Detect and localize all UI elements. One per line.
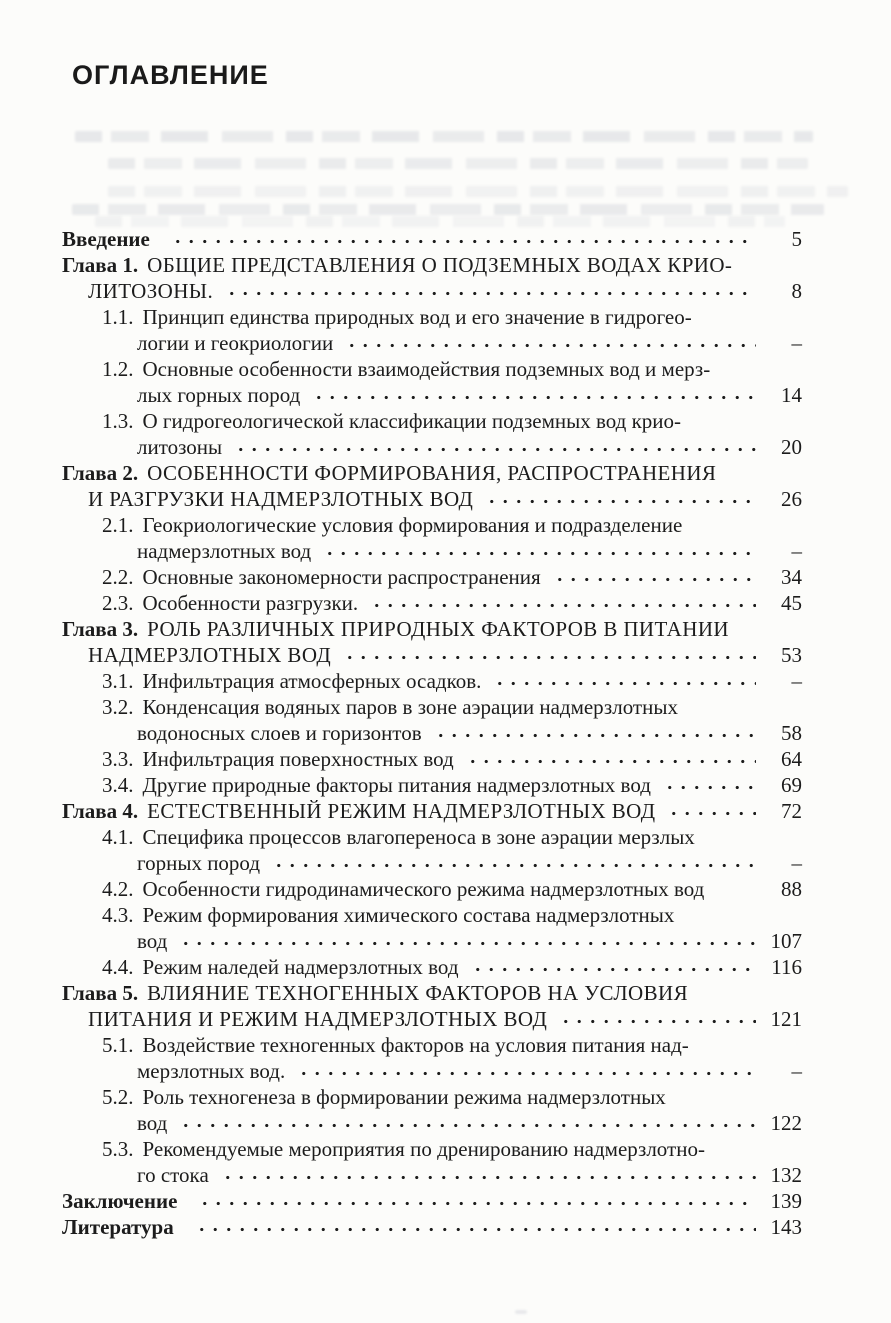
toc-line bbox=[62, 512, 802, 538]
dot-leader bbox=[461, 757, 756, 766]
toc-entry-text: лых горных пород bbox=[137, 383, 301, 407]
toc-entry bbox=[62, 226, 802, 252]
toc-entry-prefix: 4.3. bbox=[102, 903, 134, 927]
toc-line bbox=[62, 538, 802, 564]
page-number: 64 bbox=[781, 747, 802, 771]
dot-leader bbox=[548, 575, 756, 584]
page-number: 143 bbox=[770, 1215, 802, 1239]
toc-line bbox=[62, 772, 802, 798]
toc-entry-text: Режим наледей надмерзлотных вод bbox=[142, 955, 459, 979]
toc-entry-text: НАДМЕРЗЛОТНЫХ ВОД bbox=[88, 643, 332, 667]
dot-leader bbox=[216, 1173, 756, 1182]
toc-line bbox=[62, 304, 802, 330]
toc-entry-prefix: 5.3. bbox=[102, 1137, 134, 1161]
toc-entry bbox=[62, 876, 802, 902]
toc-line bbox=[62, 408, 802, 434]
dot-leader bbox=[554, 1017, 756, 1026]
dot-leader bbox=[480, 497, 756, 506]
toc-entry-text: Особенности гидродинамического режима надмерзлотных вод bbox=[142, 877, 705, 901]
toc-line bbox=[62, 226, 802, 252]
toc-entry-prefix: 5.2. bbox=[102, 1085, 134, 1109]
toc-entry bbox=[62, 1214, 802, 1240]
dot-leader bbox=[307, 393, 756, 402]
page-number: – bbox=[791, 669, 802, 693]
toc-entry-text: Геокриологические условия формирования и подразделение bbox=[142, 513, 683, 537]
bleed-through-line bbox=[75, 131, 813, 142]
dot-leader bbox=[340, 341, 756, 350]
toc-entry-text: И РАЗГРУЗКИ НАДМЕРЗЛОТНЫХ ВОД bbox=[88, 487, 474, 511]
toc-line bbox=[62, 434, 802, 460]
page-number: 69 bbox=[781, 773, 802, 797]
toc-entry bbox=[62, 798, 802, 824]
toc-entry bbox=[62, 746, 802, 772]
dot-leader bbox=[292, 1069, 756, 1078]
toc-line bbox=[62, 980, 802, 1006]
dot-leader bbox=[193, 1199, 756, 1208]
dot-leader bbox=[658, 783, 756, 792]
toc-entry-text: Роль техногенеза в формировании режима надмерзлотных bbox=[142, 1085, 666, 1109]
toc-entry bbox=[62, 616, 802, 668]
page-title: ОГЛАВЛЕНИЕ bbox=[72, 60, 269, 90]
toc-entry-prefix: 3.2. bbox=[102, 695, 134, 719]
page-number: 34 bbox=[781, 565, 802, 589]
toc-entry-prefix: Глава 3. bbox=[62, 617, 139, 641]
dot-leader bbox=[429, 731, 756, 740]
page-number: – bbox=[791, 851, 802, 875]
toc-entry-prefix: 1.3. bbox=[102, 409, 134, 433]
toc-entry-text: ОБЩИЕ ПРЕДСТАВЛЕНИЯ О ПОДЗЕМНЫХ ВОДАХ КРИО- bbox=[147, 253, 733, 277]
dot-leader bbox=[318, 549, 756, 558]
page-number: 121 bbox=[770, 1007, 802, 1031]
toc-entry-text: Режим формирования химического состава надмерзлотных bbox=[142, 903, 675, 927]
toc-entry-prefix: 4.4. bbox=[102, 955, 134, 979]
toc-entry-text: Основные закономерности распространения bbox=[142, 565, 541, 589]
toc-entry-prefix: Глава 5. bbox=[62, 981, 139, 1005]
toc-entry-prefix: Введение bbox=[62, 227, 150, 251]
toc-entry-text: Рекомендуемые мероприятия по дренированию надмерзлотно- bbox=[142, 1137, 705, 1161]
toc-entry-text: ЛИТОЗОНЫ. bbox=[88, 279, 214, 303]
toc-entry-prefix: Заключение bbox=[62, 1189, 178, 1213]
toc-line bbox=[62, 1188, 802, 1214]
toc-line bbox=[62, 382, 802, 408]
toc-line bbox=[62, 486, 802, 512]
toc-line bbox=[62, 590, 802, 616]
toc-line bbox=[62, 330, 802, 356]
toc-entry-prefix: Литература bbox=[62, 1215, 174, 1239]
page-number: 122 bbox=[770, 1111, 802, 1135]
page-number: 45 bbox=[781, 591, 802, 615]
toc-entry-text: ЕСТЕСТВЕННЫЙ РЕЖИМ НАДМЕРЗЛОТНЫХ ВОД bbox=[147, 799, 656, 823]
toc-line bbox=[62, 616, 802, 642]
dot-leader bbox=[229, 445, 756, 454]
page-number: 58 bbox=[781, 721, 802, 745]
bleed-through-line bbox=[108, 158, 808, 169]
toc-entry-text: Принцип единства природных вод и его значение в гидрогео- bbox=[142, 305, 692, 329]
toc-entry-text: надмерзлотных вод bbox=[137, 539, 312, 563]
toc-entry-text: ВЛИЯНИЕ ТЕХНОГЕННЫХ ФАКТОРОВ НА УСЛОВИЯ bbox=[147, 981, 688, 1005]
page-number: 8 bbox=[791, 279, 802, 303]
toc-line bbox=[62, 1006, 802, 1032]
toc-entry-text: Инфильтрация атмосферных осадков. bbox=[142, 669, 482, 693]
toc-line bbox=[62, 928, 802, 954]
toc-entry-prefix: Глава 4. bbox=[62, 799, 139, 823]
toc-line bbox=[62, 824, 802, 850]
dot-leader bbox=[338, 653, 756, 662]
toc-line bbox=[62, 1136, 802, 1162]
toc-line bbox=[62, 1110, 802, 1136]
toc-entry bbox=[62, 1136, 802, 1188]
toc-entry bbox=[62, 980, 802, 1032]
toc-line bbox=[62, 668, 802, 694]
toc-entry-text: вод bbox=[137, 1111, 168, 1135]
toc-entry bbox=[62, 512, 802, 564]
toc-entry bbox=[62, 694, 802, 746]
toc-line bbox=[62, 642, 802, 668]
toc-entry-text: мерзлотных вод. bbox=[137, 1059, 286, 1083]
toc-line bbox=[62, 356, 802, 382]
toc-entry bbox=[62, 408, 802, 460]
toc-entry-text: РОЛЬ РАЗЛИЧНЫХ ПРИРОДНЫХ ФАКТОРОВ В ПИТАНИИ bbox=[147, 617, 729, 641]
toc-line bbox=[62, 564, 802, 590]
dot-leader bbox=[488, 679, 756, 688]
page-number: 26 bbox=[781, 487, 802, 511]
toc-entry-text: ПИТАНИЯ И РЕЖИМ НАДМЕРЗЛОТНЫХ ВОД bbox=[88, 1007, 548, 1031]
page-number: 14 bbox=[781, 383, 802, 407]
toc-entry bbox=[62, 772, 802, 798]
toc-entry-text: литозоны bbox=[137, 435, 223, 459]
toc-entry bbox=[62, 1032, 802, 1084]
toc-line bbox=[62, 798, 802, 824]
page-number: 107 bbox=[770, 929, 802, 953]
dot-leader bbox=[711, 887, 756, 896]
toc-entry-prefix: 3.4. bbox=[102, 773, 134, 797]
toc-line bbox=[62, 746, 802, 772]
toc-line bbox=[62, 1162, 802, 1188]
toc-entry-prefix: 2.2. bbox=[102, 565, 134, 589]
toc-line bbox=[62, 1214, 802, 1240]
toc-entry-text: Инфильтрация поверхностных вод bbox=[142, 747, 454, 771]
toc-entry-prefix: Глава 1. bbox=[62, 253, 139, 277]
toc-entry-text: водоносных слоев и горизонтов bbox=[137, 721, 422, 745]
bleed-through-line bbox=[108, 186, 848, 197]
bleed-through-line bbox=[72, 204, 824, 215]
dot-leader bbox=[174, 939, 756, 948]
toc-entry bbox=[62, 902, 802, 954]
toc-entry-text: логии и геокриологии bbox=[137, 331, 334, 355]
table-of-contents bbox=[62, 226, 802, 1240]
toc-entry-text: Специфика процессов влагопереноса в зоне аэрации мерзлых bbox=[142, 825, 695, 849]
toc-line bbox=[62, 954, 802, 980]
toc-entry bbox=[62, 954, 802, 980]
dot-leader bbox=[365, 601, 756, 610]
dot-leader bbox=[174, 1121, 756, 1130]
toc-entry-text: го стока bbox=[137, 1163, 209, 1187]
page-number: – bbox=[791, 539, 802, 563]
toc-line bbox=[62, 252, 802, 278]
toc-entry bbox=[62, 304, 802, 356]
scan-speck bbox=[515, 1310, 527, 1314]
dot-leader bbox=[466, 965, 756, 974]
toc-entry-text: ОСОБЕННОСТИ ФОРМИРОВАНИЯ, РАСПРОСТРАНЕНИЯ bbox=[147, 461, 717, 485]
toc-entry-prefix: 1.2. bbox=[102, 357, 134, 381]
toc-entry bbox=[62, 590, 802, 616]
toc-entry-text: Воздействие техногенных факторов на условия питания над- bbox=[142, 1033, 689, 1057]
dot-leader bbox=[166, 237, 756, 246]
page-number: 132 bbox=[770, 1163, 802, 1187]
page-number: 53 bbox=[781, 643, 802, 667]
toc-entry-text: горных пород bbox=[137, 851, 261, 875]
toc-entry-prefix: 3.1. bbox=[102, 669, 134, 693]
page-number: 5 bbox=[791, 227, 802, 251]
toc-entry-text: Основные особенности взаимодействия подземных вод и мерз- bbox=[142, 357, 711, 381]
toc-entry-prefix: 1.1. bbox=[102, 305, 134, 329]
toc-entry-prefix: 2.3. bbox=[102, 591, 134, 615]
toc-entry bbox=[62, 564, 802, 590]
toc-entry-prefix: 4.1. bbox=[102, 825, 134, 849]
toc-entry-text: вод bbox=[137, 929, 168, 953]
toc-line bbox=[62, 902, 802, 928]
toc-line bbox=[62, 1084, 802, 1110]
toc-line bbox=[62, 1058, 802, 1084]
toc-entry bbox=[62, 356, 802, 408]
page-number: – bbox=[791, 331, 802, 355]
toc-entry bbox=[62, 460, 802, 512]
page-number: 116 bbox=[771, 955, 802, 979]
dot-leader bbox=[662, 809, 756, 818]
toc-entry-prefix: 3.3. bbox=[102, 747, 134, 771]
toc-entry-text: О гидрогеологической классификации подземных вод крио- bbox=[142, 409, 682, 433]
toc-entry-prefix: 2.1. bbox=[102, 513, 134, 537]
page-number: 72 bbox=[781, 799, 802, 823]
toc-entry-prefix: 4.2. bbox=[102, 877, 134, 901]
toc-entry-prefix: 5.1. bbox=[102, 1033, 134, 1057]
toc-entry-text: Конденсация водяных паров в зоне аэрации надмерзлотных bbox=[142, 695, 678, 719]
dot-leader bbox=[220, 289, 756, 298]
toc-entry-text: Особенности разгрузки. bbox=[142, 591, 359, 615]
toc-entry bbox=[62, 252, 802, 304]
toc-entry bbox=[62, 1084, 802, 1136]
toc-line bbox=[62, 460, 802, 486]
toc-entry-text: Другие природные факторы питания надмерзлотных вод bbox=[142, 773, 651, 797]
toc-line bbox=[62, 278, 802, 304]
page-number: 20 bbox=[781, 435, 802, 459]
dot-leader bbox=[190, 1225, 756, 1234]
page-number: 139 bbox=[770, 1189, 802, 1213]
page-number: – bbox=[791, 1059, 802, 1083]
toc-line bbox=[62, 876, 802, 902]
toc-line bbox=[62, 720, 802, 746]
dot-leader bbox=[267, 861, 756, 870]
toc-line bbox=[62, 850, 802, 876]
toc-entry-prefix: Глава 2. bbox=[62, 461, 139, 485]
toc-entry bbox=[62, 824, 802, 876]
page-number: 88 bbox=[781, 877, 802, 901]
toc-entry bbox=[62, 1188, 802, 1214]
toc-line bbox=[62, 1032, 802, 1058]
toc-line bbox=[62, 694, 802, 720]
toc-entry bbox=[62, 668, 802, 694]
